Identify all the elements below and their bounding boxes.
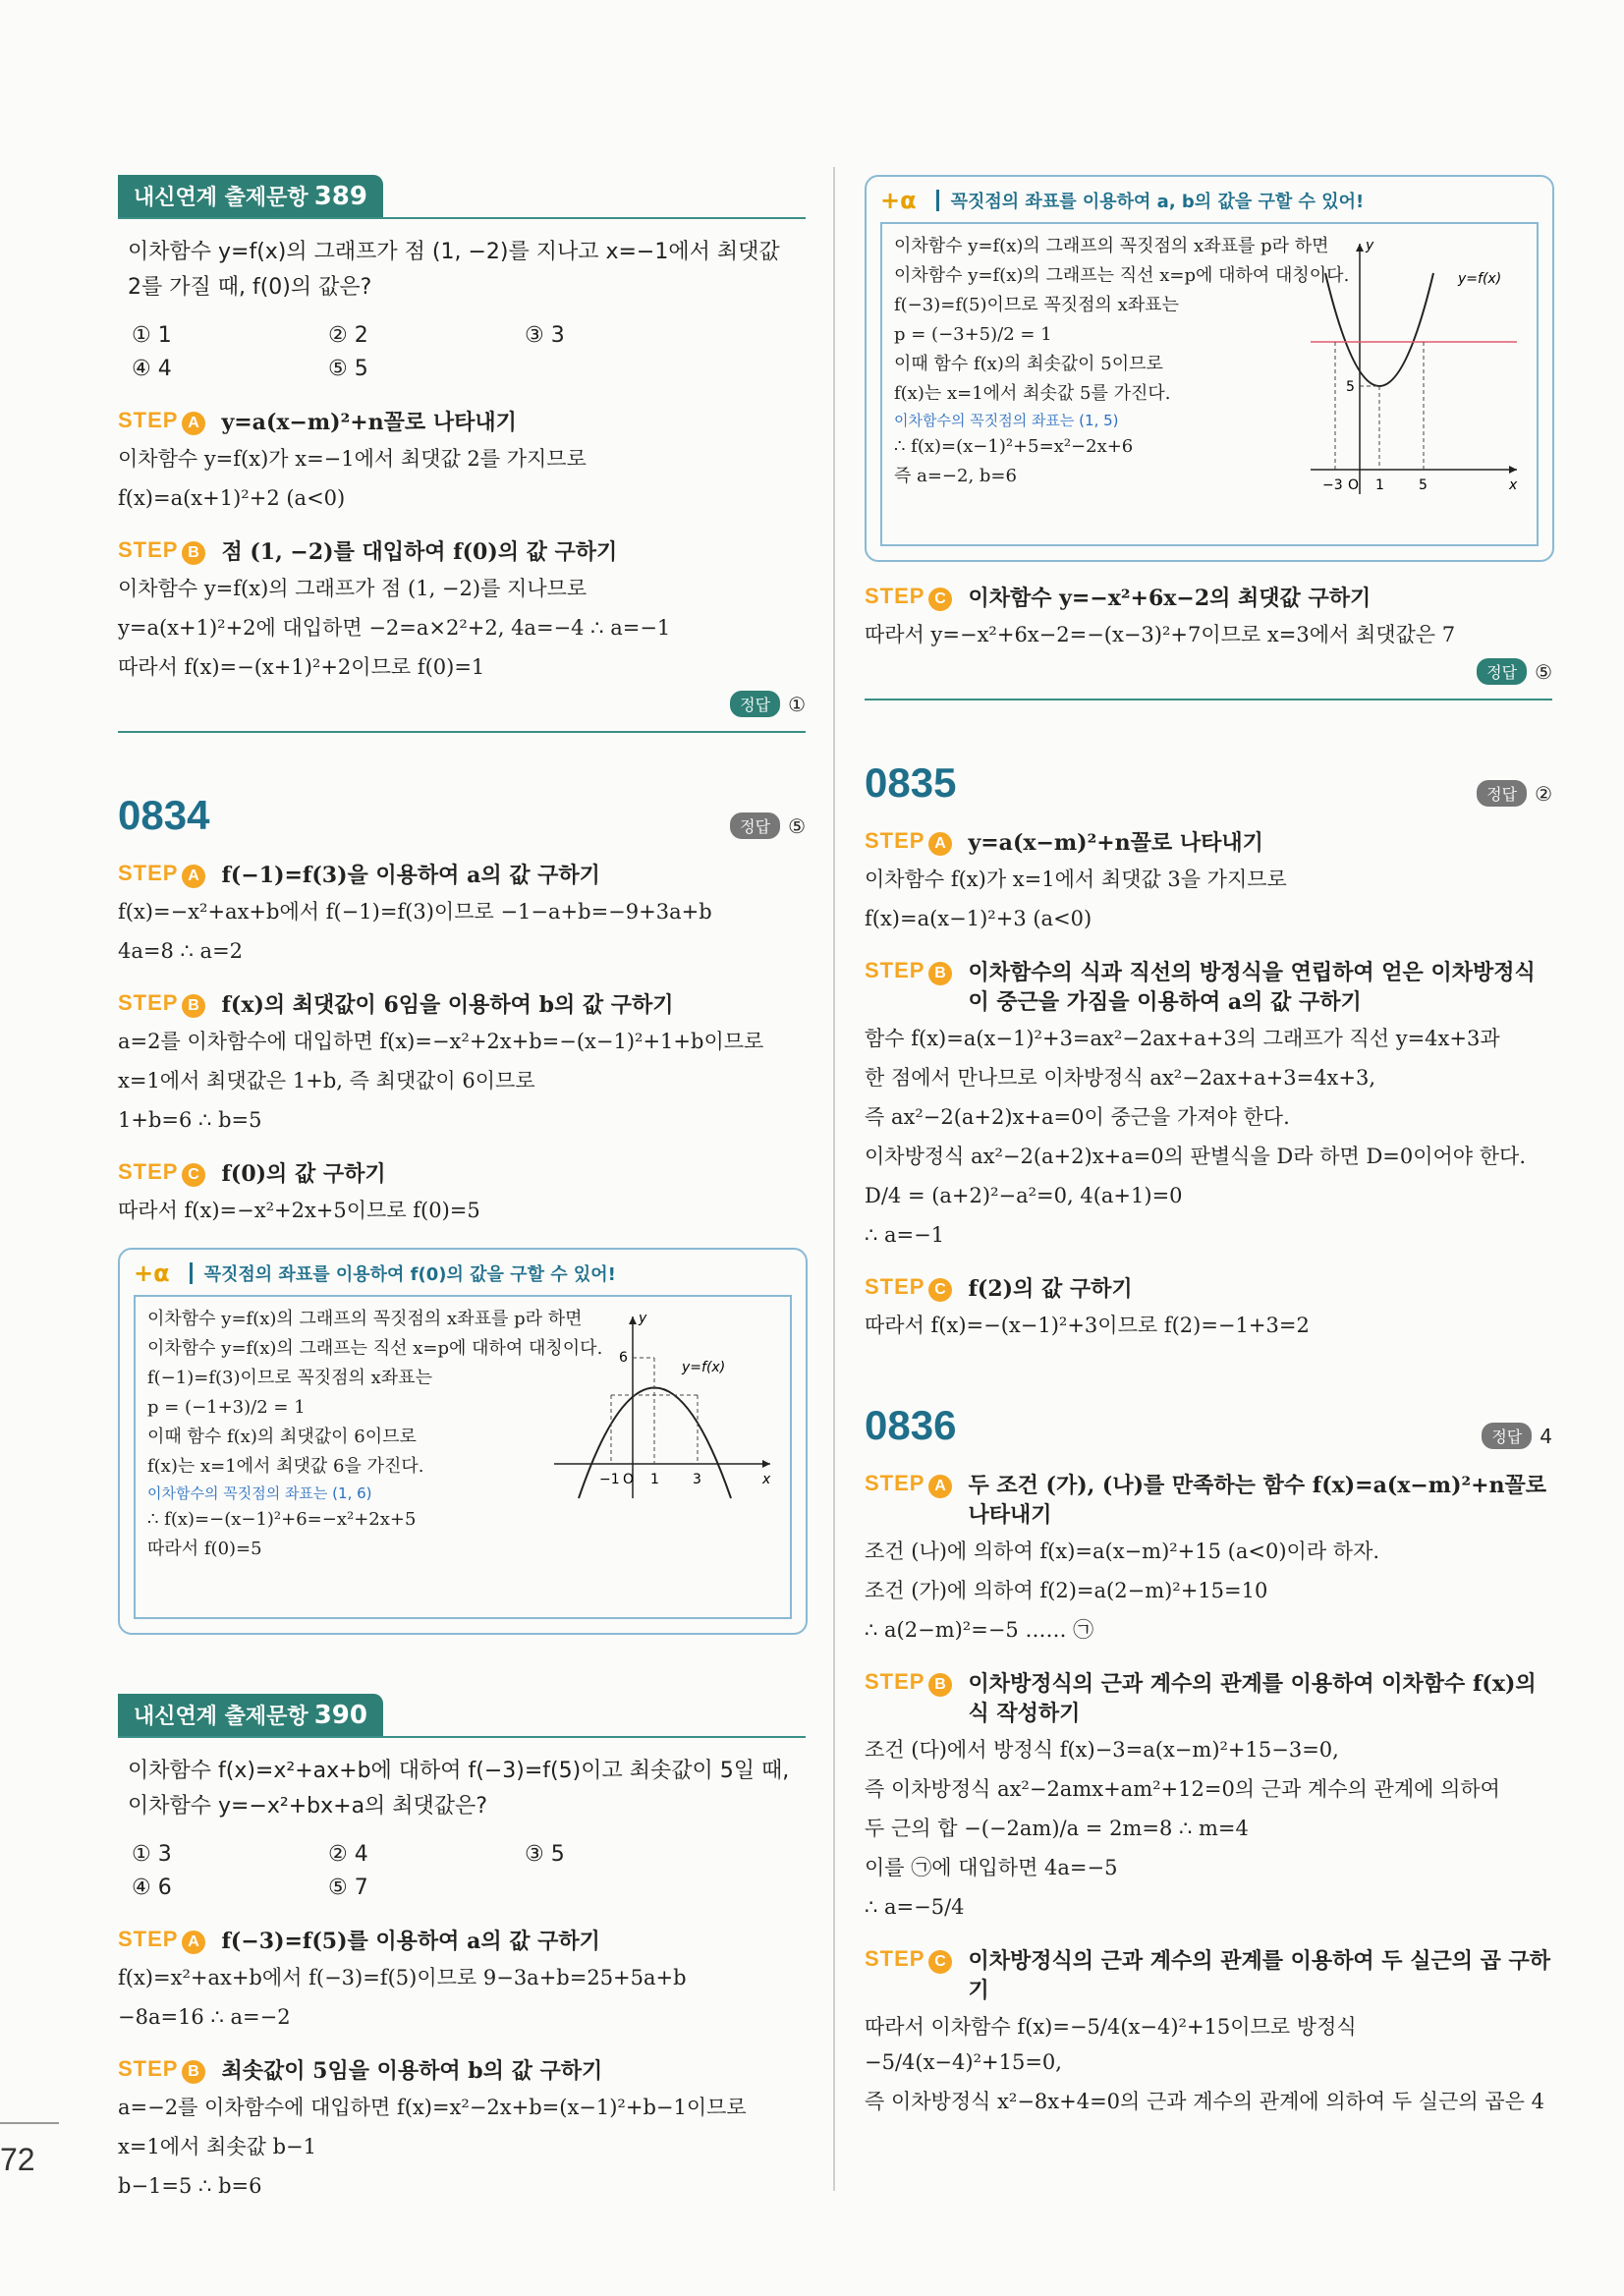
step-title: f(x)의 최댓값이 6임을 이용하여 b의 값 구하기 — [221, 992, 674, 1018]
tip-line: 즉 a=−2, b=6 — [894, 466, 1017, 486]
problem-number: 0835 — [865, 759, 957, 806]
step-title: 이차함수의 식과 직선의 방정식을 연립하여 얻은 이차방정식이 중근을 가짐을 이용하여 a의 값 구하기 — [968, 960, 1536, 1015]
tick-label: 5 — [1419, 477, 1428, 493]
step-label: STEP A — [118, 861, 205, 888]
tip-line: f(x)는 x=1에서 최댓값 6을 가진다. — [147, 1456, 424, 1477]
solution-line: 이를 ㉠에 대입하면 4a=−5 — [865, 1856, 1118, 1879]
solution-line: 4a=8 ∴ a=2 — [118, 939, 244, 963]
choice: ⑤ 5 — [328, 357, 368, 381]
tick-label: 3 — [693, 1472, 701, 1487]
solution-line: f(x)=−x²+ax+b에서 f(−1)=f(3)이므로 −1−a+b=−9+3a+b — [118, 900, 712, 924]
tip-line: 이차함수 y=f(x)의 그래프의 꼭짓점의 x좌표를 p라 하면 — [147, 1309, 583, 1329]
step-a — [118, 1927, 806, 1956]
step-a — [865, 1471, 1552, 1530]
step-a — [118, 861, 806, 890]
tip-content — [134, 1295, 792, 1619]
solution-line: 1+b=6 ∴ b=5 — [118, 1108, 262, 1132]
step-a — [118, 408, 806, 437]
answer-value: ② — [1535, 781, 1552, 806]
step-label: STEP A — [865, 1471, 952, 1498]
solution-line: 따라서 f(x)=−(x−1)²+3이므로 f(2)=−1+3=2 — [865, 1314, 1310, 1337]
step-b — [865, 1669, 1552, 1728]
answer-value: ⑤ — [1535, 659, 1552, 684]
tip-line: 이차함수 y=f(x)의 그래프는 직선 x=p에 대하여 대칭이다. — [894, 265, 1350, 286]
step-title: 두 조건 (가), (나)를 만족하는 함수 f(x)=a(x−m)²+n꼴로 나타내기 — [968, 1473, 1547, 1528]
solution-line: a=2를 이차함수에 대입하면 f(x)=−x²+2x+b=−(x−1)²+1+b이므로 — [118, 1030, 764, 1053]
y-axis-label: y — [639, 1311, 647, 1326]
solution-line: f(x)=a(x−1)²+3 (a<0) — [865, 907, 1092, 930]
tip-line: 이차함수 y=f(x)의 그래프는 직선 x=p에 대하여 대칭이다. — [147, 1338, 603, 1359]
step-c — [865, 584, 1552, 613]
step-c — [118, 1159, 806, 1189]
x-axis-label: x — [1509, 477, 1518, 493]
tip-note: 이차함수의 꼭짓점의 좌표는 (1, 5) — [894, 412, 1119, 429]
step-label: STEP B — [865, 1669, 952, 1697]
solution-line: f(x)=a(x+1)²+2 (a<0) — [118, 486, 346, 510]
curve-label: y=f(x) — [1458, 271, 1502, 287]
tip-bar — [936, 190, 939, 211]
step-title: f(0)의 값 구하기 — [221, 1161, 386, 1187]
solution-line: 조건 (다)에서 방정식 f(x)−3=a(x−m)²+15−3=0, — [865, 1738, 1339, 1762]
step-title: 이차함수 y=−x²+6x−2의 최댓값 구하기 — [968, 586, 1372, 611]
tip-line: p = (−3+5)/2 = 1 — [894, 324, 1052, 345]
answer-0836 — [1482, 1423, 1552, 1449]
step-label: STEP A — [118, 1927, 205, 1954]
answer-0834 — [730, 812, 806, 839]
solution-line: 따라서 이차함수 f(x)=−5/4(x−4)²+15이므로 방정식 −5/4(x−4)²+15=0, — [865, 2015, 1357, 2074]
choice: ① 1 — [132, 323, 172, 348]
solution-line: ∴ a(2−m)²=−5 …… ㉠ — [865, 1618, 1094, 1642]
step-title: y=a(x−m)²+n꼴로 나타내기 — [221, 410, 517, 435]
step-title: f(−3)=f(5)를 이용하여 a의 값 구하기 — [221, 1929, 600, 1954]
problem-number: 0834 — [118, 792, 210, 838]
question-line: 이차함수 f(x)=x²+ax+b에 대하여 f(−3)=f(5)이고 최솟값이 5일 때, — [128, 1759, 790, 1783]
plus-alpha-icon: +α — [880, 187, 917, 214]
step-title: 최솟값이 5임을 이용하여 b의 값 구하기 — [221, 2058, 603, 2084]
answer-badge: 정답 — [1482, 1423, 1532, 1449]
tag-label: 내신연계 출제문항 — [134, 1705, 308, 1729]
step-b — [118, 537, 806, 567]
solution-line: 이차함수 y=f(x)의 그래프가 점 (1, −2)를 지나므로 — [118, 577, 588, 600]
step-c — [865, 1274, 1552, 1304]
solution-line: x=1에서 최댓값은 1+b, 즉 최댓값이 6이므로 — [118, 1069, 535, 1092]
problem-number: 0836 — [865, 1402, 957, 1448]
tip-title: 꼭짓점의 좌표를 이용하여 f(0)의 값을 구할 수 있어! — [203, 1264, 616, 1285]
answer-390 — [865, 658, 1552, 685]
tip-line: ∴ f(x)=−(x−1)²+6=−x²+2x+5 — [147, 1509, 417, 1530]
step-b — [118, 990, 806, 1020]
question-390-text — [128, 1754, 796, 1824]
solution-line: ∴ a=−5/4 — [865, 1895, 965, 1919]
solution-line: 조건 (가)에 의하여 f(2)=a(2−m)²+15=10 — [865, 1579, 1268, 1602]
answer-value: ⑤ — [788, 813, 806, 838]
solution-line: f(x)=x²+ax+b에서 f(−3)=f(5)이므로 9−3a+b=25+5a+b — [118, 1966, 687, 1989]
choice: ② 4 — [328, 1842, 368, 1867]
left-column — [118, 147, 806, 2204]
curve-label: y=f(x) — [682, 1360, 726, 1375]
x-axis-label: x — [762, 1472, 771, 1487]
question-line: 이차함수 y=f(x)의 그래프가 점 (1, −2)를 지나고 x=−1에서 최댓값 — [128, 240, 780, 264]
problem-0835-header — [865, 759, 1552, 807]
solution-line: D/4 = (a+2)²−a²=0, 4(a+1)=0 — [865, 1184, 1183, 1207]
step-label: STEP C — [865, 584, 952, 611]
tip-title: 꼭짓점의 좌표를 이용하여 a, b의 값을 구할 수 있어! — [950, 192, 1365, 212]
peak-label: 6 — [619, 1350, 628, 1366]
solution-line: 이차함수 f(x)가 x=1에서 최댓값 3을 가지므로 — [865, 868, 1287, 891]
step-label: STEP B — [865, 958, 952, 985]
solution-line: a=−2를 이차함수에 대입하면 f(x)=x²−2x+b=(x−1)²+b−1이므로 — [118, 2096, 747, 2119]
question-389-text — [128, 235, 796, 306]
parabola-graph — [544, 1307, 780, 1503]
step-label: STEP A — [865, 828, 952, 856]
solution-line: 함수 f(x)=a(x−1)²+3=ax²−2ax+a+3의 그래프가 직선 y=4x+3과 — [865, 1027, 1500, 1050]
solution-line: 즉 ax²−2(a+2)x+a=0이 중근을 가져야 한다. — [865, 1105, 1290, 1129]
problem-0834-header — [118, 792, 806, 839]
problem-0836-header — [865, 1402, 1552, 1449]
choice: ④ 4 — [132, 357, 172, 381]
solution-line: 즉 이차방정식 x²−8x+4=0의 근과 계수의 관계에 의하여 두 실근의 곱은 4 — [865, 2090, 1544, 2113]
question-tag — [118, 175, 383, 217]
step-label: STEP C — [118, 1159, 205, 1187]
step-b — [118, 2056, 806, 2086]
choices-390 — [132, 1838, 796, 1905]
step-label: STEP C — [865, 1274, 952, 1302]
answer-389 — [118, 691, 806, 717]
choice: ③ 5 — [525, 1842, 565, 1867]
answer-badge: 정답 — [1477, 658, 1527, 685]
tip-line: 이때 함수 f(x)의 최솟값이 5이므로 — [894, 354, 1163, 374]
answer-0835 — [1477, 780, 1552, 807]
answer-value: 4 — [1540, 1424, 1552, 1448]
page-number-rule — [0, 2122, 59, 2124]
step-title: 점 (1, −2)를 대입하여 f(0)의 값 구하기 — [221, 539, 618, 565]
tip-line: f(−1)=f(3)이므로 꼭짓점의 x좌표는 — [147, 1368, 432, 1388]
parabola-graph — [1301, 234, 1527, 499]
choice: ③ 3 — [525, 323, 565, 348]
solution-line: x=1에서 최솟값 b−1 — [118, 2135, 316, 2158]
tip-line: f(−3)=f(5)이므로 꼭짓점의 x좌표는 — [894, 295, 1179, 315]
tip-header — [134, 1260, 792, 1287]
solution-line: 조건 (나)에 의하여 f(x)=a(x−m)²+15 (a<0)이라 하자. — [865, 1540, 1380, 1563]
right-column — [865, 147, 1552, 2119]
answer-badge: 정답 — [730, 812, 780, 839]
solution-line: 이차함수 y=f(x)가 x=−1에서 최댓값 2를 가지므로 — [118, 447, 587, 471]
step-b — [865, 958, 1552, 1017]
vertex-label: 5 — [1346, 379, 1355, 395]
question-389-header — [118, 175, 806, 219]
solution-line: y=a(x+1)²+2에 대입하면 −2=a×2²+2, 4a=−4 ∴ a=−1 — [118, 616, 671, 640]
tick-label: O — [1348, 477, 1360, 493]
tick-label: 1 — [650, 1472, 659, 1487]
solution-line: 한 점에서 만나므로 이차방정식 ax²−2ax+a+3=4x+3, — [865, 1066, 1376, 1090]
solution-line: 따라서 y=−x²+6x−2=−(x−3)²+7이므로 x=3에서 최댓값은 7 — [865, 623, 1456, 646]
step-title: f(−1)=f(3)을 이용하여 a의 값 구하기 — [221, 863, 600, 888]
step-label: STEP C — [865, 1946, 952, 1974]
choice: ⑤ 7 — [328, 1876, 368, 1900]
step-label: STEP B — [118, 2056, 205, 2084]
solution-line: 따라서 f(x)=−(x+1)²+2이므로 f(0)=1 — [118, 655, 485, 679]
section-separator — [118, 731, 806, 733]
tip-line: 이차함수 y=f(x)의 그래프의 꼭짓점의 x좌표를 p라 하면 — [894, 236, 1329, 256]
step-title: 이차방정식의 근과 계수의 관계를 이용하여 이차함수 f(x)의 식 작성하기 — [968, 1671, 1537, 1726]
tip-line: ∴ f(x)=(x−1)²+5=x²−2x+6 — [894, 436, 1134, 457]
answer-value: ① — [788, 692, 806, 716]
solution-line: b−1=5 ∴ b=6 — [118, 2174, 262, 2198]
tick-label: 1 — [1375, 477, 1384, 493]
tip-line: 따라서 f(0)=5 — [147, 1539, 262, 1559]
step-label: STEP B — [118, 537, 205, 565]
tick-label: −1 — [599, 1472, 620, 1487]
solution-line: 따라서 f(x)=−x²+2x+5이므로 f(0)=5 — [118, 1199, 480, 1222]
choice: ② 2 — [328, 323, 368, 348]
solution-line: 두 근의 합 −(−2am)/a = 2m=8 ∴ m=4 — [865, 1817, 1249, 1840]
tip-box-390 — [865, 175, 1554, 562]
step-title: y=a(x−m)²+n꼴로 나타내기 — [968, 830, 1263, 856]
answer-badge: 정답 — [730, 691, 780, 717]
step-c — [865, 1946, 1552, 2005]
tip-line: p = (−1+3)/2 = 1 — [147, 1397, 306, 1418]
solution-line: ∴ a=−1 — [865, 1223, 945, 1247]
question-390-header — [118, 1694, 806, 1738]
question-tag — [118, 1694, 383, 1736]
choices-389 — [132, 319, 796, 386]
choice: ④ 6 — [132, 1876, 172, 1900]
tip-content — [880, 222, 1539, 546]
tip-box-0834 — [118, 1248, 808, 1635]
tag-number: 390 — [313, 1701, 367, 1730]
solution-line: −8a=16 ∴ a=−2 — [118, 2005, 291, 2029]
solution-line: 이차방정식 ax²−2(a+2)x+a=0의 판별식을 D라 하면 D=0이어야 한다. — [865, 1145, 1527, 1168]
tip-line: 이때 함수 f(x)의 최댓값이 6이므로 — [147, 1427, 417, 1447]
step-title: 이차방정식의 근과 계수의 관계를 이용하여 두 실근의 곱 구하기 — [968, 1948, 1551, 2003]
solution-line: 즉 이차방정식 ax²−2amx+am²+12=0의 근과 계수의 관계에 의하여 — [865, 1777, 1500, 1801]
plus-alpha-icon: +α — [134, 1260, 170, 1287]
tip-bar — [190, 1262, 193, 1284]
section-separator — [865, 699, 1552, 700]
step-title: f(2)의 값 구하기 — [968, 1276, 1133, 1302]
tag-number: 389 — [313, 182, 367, 211]
answer-badge: 정답 — [1477, 780, 1527, 807]
question-line: 2를 가질 때, f(0)의 값은? — [128, 275, 372, 300]
choice: ① 3 — [132, 1842, 172, 1867]
tip-note: 이차함수의 꼭짓점의 좌표는 (1, 6) — [147, 1484, 372, 1502]
column-divider — [833, 167, 835, 2191]
step-label: STEP B — [118, 990, 205, 1018]
question-line: 이차함수 y=−x²+bx+a의 최댓값은? — [128, 1794, 487, 1819]
page-number: 72 — [0, 2142, 35, 2177]
step-label: STEP A — [118, 408, 205, 435]
tip-header — [880, 187, 1539, 214]
tick-label: −3 — [1322, 477, 1343, 493]
step-a — [865, 828, 1552, 858]
tip-line: f(x)는 x=1에서 최솟값 5를 가진다. — [894, 383, 1171, 404]
tag-label: 내신연계 출제문항 — [134, 186, 308, 210]
y-axis-label: y — [1366, 238, 1374, 253]
tick-label: O — [623, 1472, 635, 1487]
